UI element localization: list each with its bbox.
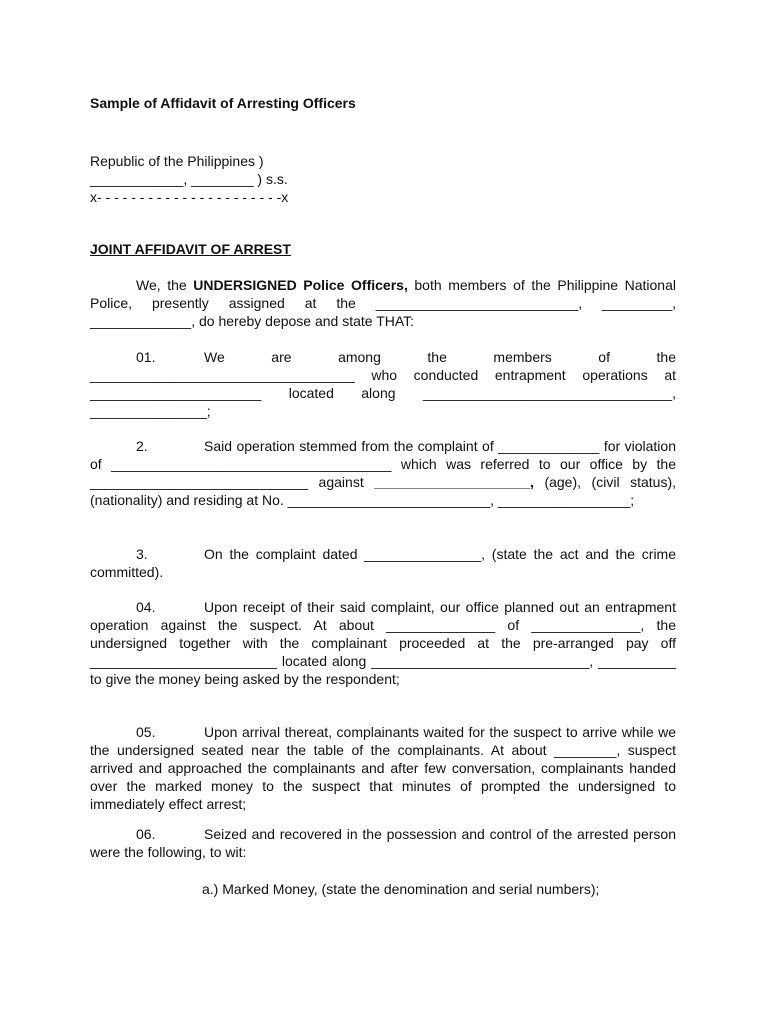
paragraph-number: 3.	[136, 546, 148, 562]
paragraph-text: We are among the members of the __________________________________ who conducted entrapment operations at ______________________ located along ________________________________, _______________;	[90, 349, 676, 419]
venue-block	[90, 152, 676, 206]
venue-separator-line: x- - - - - - - - - - - - - - - - - - - - - -x	[90, 189, 289, 205]
paragraph-04	[90, 598, 676, 688]
paragraph-2	[90, 437, 676, 509]
paragraph-text-continued: (age), (civil status), (nationality) and residing at No. __________________________, _________________;	[90, 474, 677, 508]
paragraph-number: 2.	[136, 438, 148, 454]
affidavit-title: JOINT AFFIDAVIT OF ARREST	[90, 241, 291, 257]
paragraph-text: Said operation stemmed from the complaint of _____________ for violation of ____________________________________ which was referred to our office by the ____________________________ against	[90, 438, 676, 490]
paragraph-text: On the complaint dated _______________, (state the act and the crime committed).	[90, 546, 676, 580]
intro-text-start: We, the	[136, 277, 194, 293]
respondent-blank: ____________________,	[374, 474, 534, 490]
paragraph-06	[90, 825, 676, 861]
intro-text-end: both members of the Philippine National Police, presently assigned at the __________________________, _________, _____________, do hereby depose and state THAT:	[90, 277, 676, 329]
paragraph-number: 04.	[136, 599, 156, 615]
paragraph-text: Upon arrival thereat, complainants waited for the suspect to arrive while we the undersigned seated near the table of the complainants. At about ________, suspect arrived and approached the complainants and after few conversation, complainants handed over the marked money to the suspect that minutes of prompted the undersigned to immediately effect arrest;	[90, 724, 676, 812]
seized-item-a: a.) Marked Money, (state the denomination and serial numbers);	[202, 881, 600, 897]
paragraph-text: Upon receipt of their said complaint, our office planned out an entrapment operation against the suspect. At about ______________ of ______________, the undersigned together with the complainant proceeded at the pre-arranged pay off ________________________ located along ____________________________, __________ to give the money being asked by the respondent;	[90, 599, 676, 687]
venue-republic-line: Republic of the Philippines )	[90, 153, 264, 169]
paragraph-number: 05.	[136, 724, 156, 740]
paragraph-05	[90, 723, 676, 813]
paragraph-text: Seized and recovered in the possession and control of the arrested person were the following, to wit:	[90, 826, 676, 860]
paragraph-number: 06.	[136, 826, 156, 842]
document-title: Sample of Affidavit of Arresting Officers	[90, 95, 356, 111]
venue-city-line: ____________, ________ ) s.s.	[90, 171, 288, 187]
paragraph-01	[90, 348, 676, 420]
paragraph-number: 01.	[136, 349, 156, 365]
intro-paragraph	[90, 276, 676, 330]
paragraph-3	[90, 545, 676, 581]
intro-text-bold: UNDERSIGNED Police Officers,	[193, 277, 408, 293]
